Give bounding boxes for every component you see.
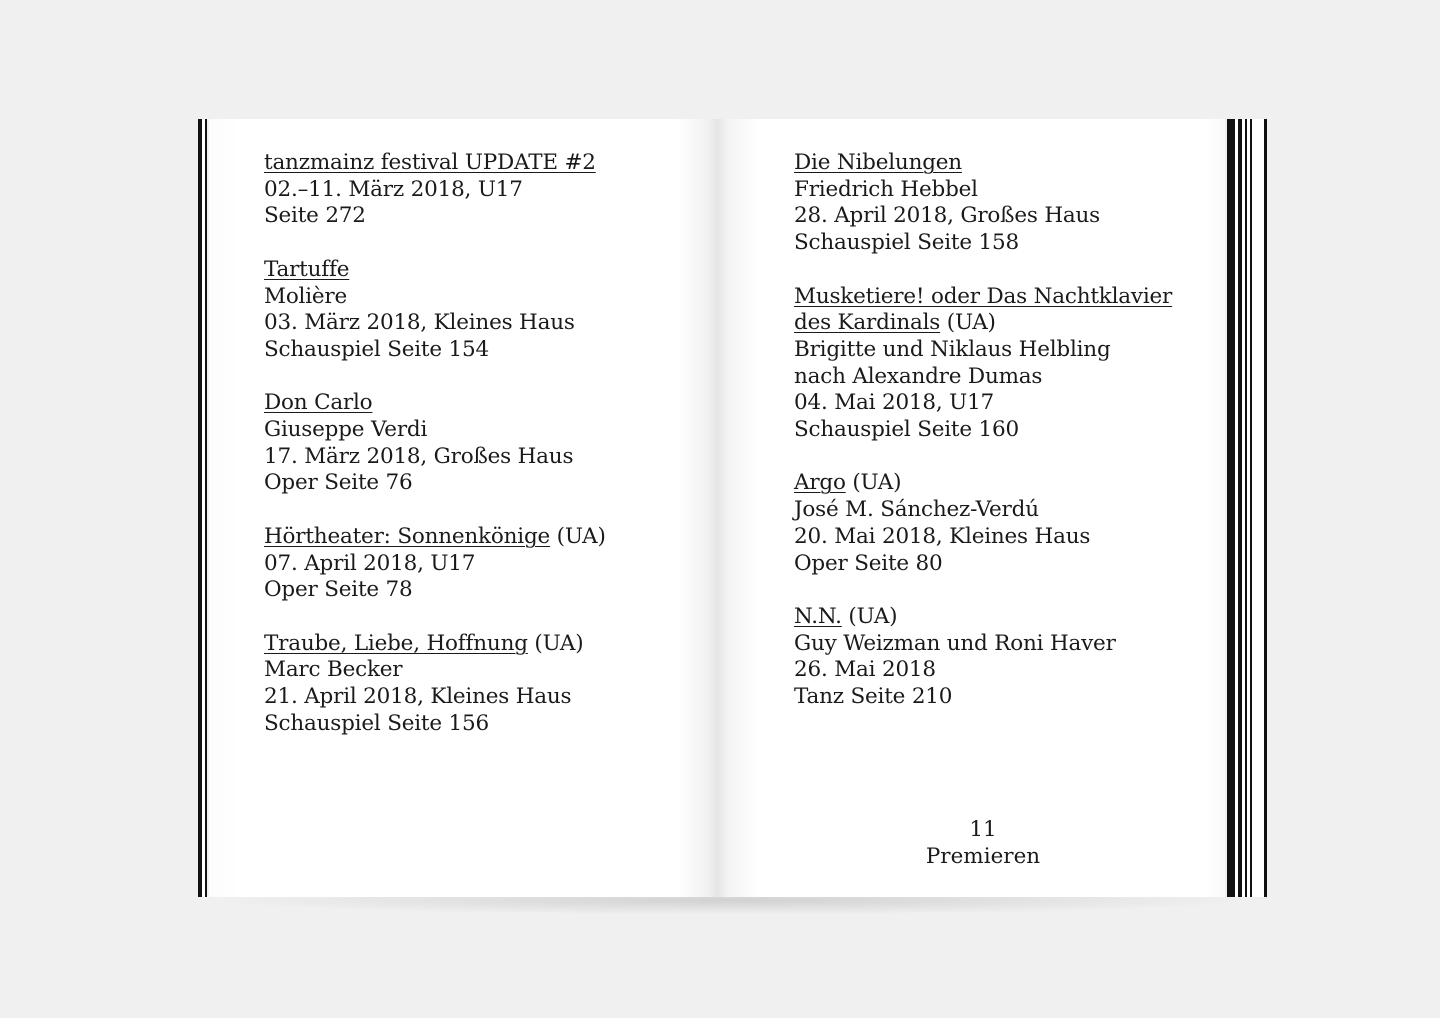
page-footer [903,817,1063,870]
entry-date: 17. März 2018, Großes Haus [264,443,574,469]
entry-author: Giuseppe Verdi [264,417,428,442]
entry-author: José M. Sánchez-Verdú [794,497,1039,523]
premiere-entry [264,390,704,497]
entry-author: Molière [264,283,348,309]
premiere-entry [264,524,704,604]
left-page [209,119,718,897]
entry-title: Musketiere! oder Das Nachtklavier [794,283,1173,309]
entry-title: Argo [794,470,846,496]
entry-title: Die Nibelungen [794,150,962,175]
entry-date: 07. April 2018, U17 [264,550,476,576]
entry-page-ref: Schauspiel Seite 158 [794,230,1019,256]
entry-title: Tartuffe [264,256,350,282]
premiere-entry [794,470,1214,577]
entry-line: 02.–11. März 2018, U17 [264,176,523,202]
entry-line: Seite 272 [264,203,366,229]
page-number: 11 [969,817,997,842]
entry-suffix: (UA) [845,470,902,496]
entry-date: 20. Mai 2018, Kleines Haus [794,523,1091,549]
entry-author: Brigitte und Niklaus Helbling [794,336,1111,362]
entry-suffix: (UA) [841,603,898,629]
section-title: Premieren [925,843,1041,869]
premiere-entry [794,284,1214,444]
left-page-edge-inner [205,119,207,897]
premiere-entry [264,150,704,230]
premiere-entry [794,150,1214,257]
entry-title: Hörtheater: Sonnenkönige [264,523,551,549]
entry-title: N.N. [794,603,842,629]
entry-title: Traube, Liebe, Hoffnung [264,630,528,656]
premiere-entry [264,631,704,738]
entry-page-ref: Oper Seite 78 [264,577,413,603]
entry-author: Guy Weizman und Roni Haver [794,630,1116,656]
entry-suffix: (UA) [527,630,584,656]
entry-page-ref: Oper Seite 76 [264,470,413,496]
entry-title-continued: des Kardinals [794,310,941,336]
right-column [794,150,1214,737]
entry-title: tanzmainz festival UPDATE #2 [264,150,596,175]
entry-date: 04. Mai 2018, U17 [794,390,995,416]
right-page-edge [1227,119,1235,897]
premiere-entry [264,257,704,364]
entry-page-ref: Tanz Seite 210 [794,684,953,710]
entry-author: Marc Becker [264,657,403,683]
entry-date: 28. April 2018, Großes Haus [794,203,1100,229]
entry-date: 21. April 2018, Kleines Haus [264,684,572,709]
right-page-edge-outer [1264,119,1267,897]
left-column [264,150,704,764]
entry-page-ref: Schauspiel Seite 160 [794,417,1019,443]
right-page [718,119,1225,897]
entry-page-ref: Oper Seite 80 [794,550,943,576]
entry-date: 26. Mai 2018 [794,657,936,683]
entry-suffix: (UA) [550,523,606,549]
entry-suffix: (UA) [940,310,996,336]
entry-page-ref: Schauspiel Seite 154 [264,336,489,362]
entry-author: Friedrich Hebbel [794,176,978,202]
entry-date: 03. März 2018, Kleines Haus [264,310,575,336]
entry-author-note: nach Alexandre Dumas [794,363,1043,389]
entry-title: Don Carlo [264,390,373,416]
right-page-edge-gap [1252,119,1264,897]
premiere-entry [794,604,1214,711]
entry-page-ref: Schauspiel Seite 156 [264,710,489,736]
open-book [198,119,1268,897]
